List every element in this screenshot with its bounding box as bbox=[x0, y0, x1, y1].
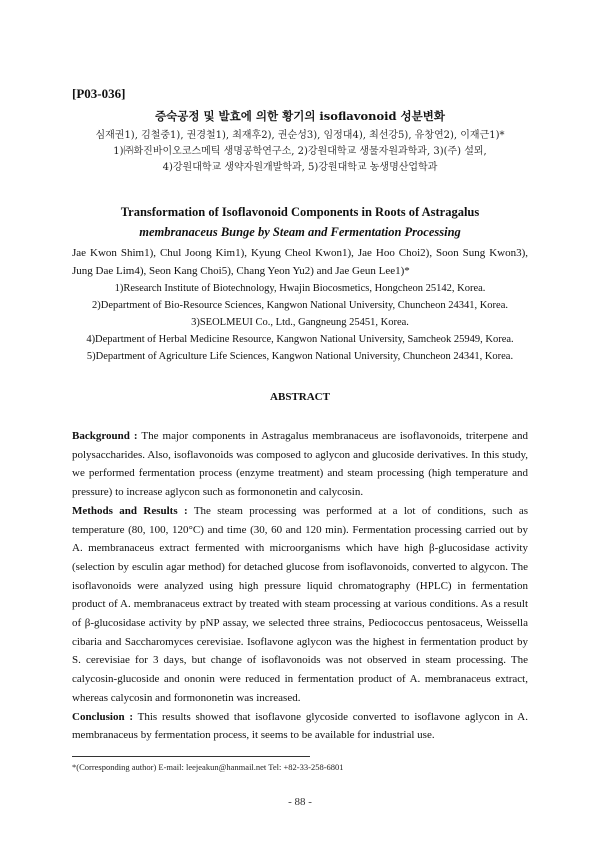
english-title-line2: membranaceus Bunge by Steam and Fermentation Processing bbox=[139, 225, 461, 239]
korean-authors bbox=[72, 128, 528, 176]
affiliation-1: 1)Research Institute of Biotechnology, Hwajin Biocosmetics, Hongcheon 25142, Korea. bbox=[114, 283, 486, 294]
methods-text: The steam processing was performed at a lot of conditions, such as temperature (80, 100, 120°C) and time (30, 60 and 120 min). Fermentation processing carried out by A. membranaceus extract fermented with microorganisms which have high β-glucosidase activity (selection by esculin agar method) for detached glucose from isoflavonoids, converted to algycon. The isoflavonoids were analyzed using high pressure liquid chromatography (HPLC) in fermentation product of A. membranaceus extract by treated with steam processing at various conditions. As a result of β-glucosidase activity by pNP assay, we selected three strains, Pediococcus pentosaceus, Weissella cibaria and Saccharomyces cerevisiae. Isoflavone aglycon was the highest in fermentation product by S. cerevisiae for 3 days, but change of isoflavonoids was not observed in steam processing. The calycosin-glucoside and ononin were reduced in fermentation product of A. membranaceus extract, whereas calycosin and formononetin was increased. bbox=[72, 504, 528, 704]
korean-title: 증숙공정 및 발효에 의한 황기의 isoflavonoid 성분변화 bbox=[155, 109, 445, 123]
abstract-heading: ABSTRACT bbox=[270, 391, 330, 403]
page-number: - 88 - bbox=[288, 796, 312, 808]
affiliation-list bbox=[72, 280, 528, 365]
conclusion-paragraph bbox=[72, 708, 528, 745]
affiliation-2: 2)Department of Bio-Resource Sciences, Kangwon National University, Chuncheon 24341, Korea. bbox=[91, 300, 508, 311]
affiliation-5: 5)Department of Agriculture Life Sciences, Kangwon National University, Chuncheon 24341, Korea. bbox=[86, 351, 514, 362]
korean-authors-line: 심재권1), 김철중1), 권경철1), 최재후2), 권순성3), 임정대4), 최선강5), 유창연2), 이재근1)* bbox=[95, 130, 505, 141]
affiliation-4: 4)Department of Herbal Medicine Resource, Kangwon National University, Samcheok 25949, Korea. bbox=[86, 334, 514, 345]
background-text: The major components in Astragalus membranaceus are isoflavonoids, triterpene and polysaccharides. Also, isoflavonoids was composed to aglycon and glucoside derivatives. In this study, we performed fermentation process (enzyme treatment) and steam processing (high temperature and pressure) to increase aglycon such as formononetin and calycosin. bbox=[72, 430, 528, 499]
abstract-body bbox=[72, 427, 528, 745]
conclusion-label: Conclusion : bbox=[72, 710, 134, 723]
affiliation-3: 3)SEOLMEUI Co., Ltd., Gangneung 25451, Korea. bbox=[191, 317, 409, 328]
korean-affil-line1: 1)㈜화진바이오코스메틱 생명공학연구소, 2)강원대학교 생물자원과학과, 3)(주) 설뫼, bbox=[113, 146, 487, 157]
paper-page bbox=[72, 86, 528, 745]
footnote-rule bbox=[72, 756, 310, 757]
footnote: *(Corresponding author) E-mail: leejeakun@hanmail.net Tel: +82-33-258-6801 bbox=[72, 762, 344, 772]
english-title-line1: Transformation of Isoflavonoid Components in Roots of Astragalus bbox=[120, 205, 480, 219]
methods-paragraph bbox=[72, 502, 528, 708]
background-paragraph bbox=[72, 427, 528, 502]
korean-affil-line2: 4)강원대학교 생약자원개발학과, 5)강원대학교 농생명산업학과 bbox=[162, 162, 438, 173]
background-label: Background : bbox=[72, 430, 138, 442]
english-authors: Jae Kwon Shim1), Chul Joong Kim1), Kyung Cheol Kwon1), Jae Hoo Choi2), Soon Sung Kwon3), Jung Dae Lim4), Seon Kang Choi5), Chang Yeon Yu2) and Jae Geun Lee1)* bbox=[72, 247, 528, 277]
english-title bbox=[72, 202, 528, 242]
abstract-code: [P03-036] bbox=[72, 86, 126, 101]
conclusion-text: This results showed that isoflavone glycoside converted to isoflavone aglycon in A. membranaceus by fermentation process, it seems to be available for industrial use. bbox=[72, 710, 528, 742]
methods-label: Methods and Results : bbox=[72, 504, 188, 517]
